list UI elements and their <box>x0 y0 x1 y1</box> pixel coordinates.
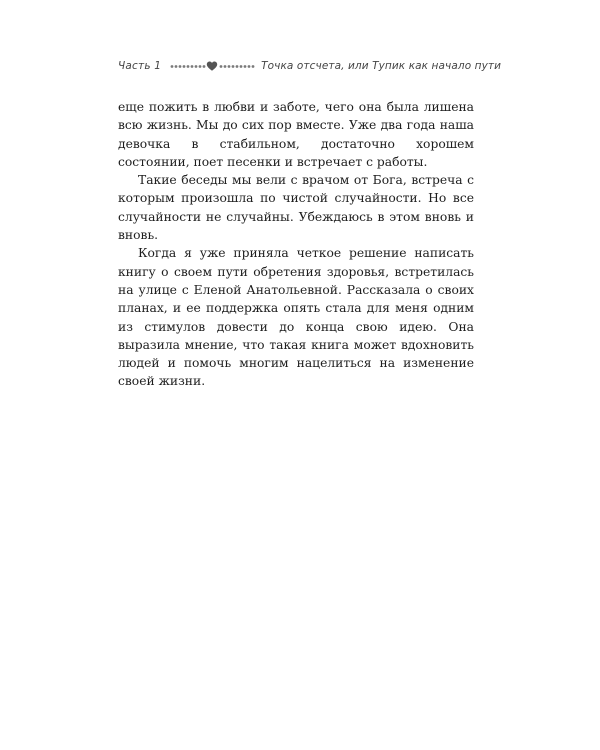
paragraph: еще пожить в любви и заботе, чего она была лишена всю жизнь. Мы до сих пор вместе. Уже два года наша девочка в стабильном, достаточно хорошем состоянии, поет песенки и встречает с работы. <box>118 100 474 169</box>
heart-vine-ornament-icon <box>169 60 255 72</box>
part-label: Часть 1 <box>118 60 162 72</box>
chapter-title: Точка отсчета, или Тупик как начало пути <box>261 60 502 72</box>
paragraph: Когда я уже приняла четкое решение написать книгу о своем пути обретения здоровья, встретилась на улице с Еленой Анатольевной. Рассказала о своих планах, и ее поддержка опять стала для меня одним из стимулов довести до конца свою идею. Она выразила мнение, что такая книга может вдохновить людей и помочь многим нацелиться на изменение своей жизни. <box>118 246 474 389</box>
running-header <box>118 57 502 75</box>
paragraph: Такие беседы мы вели с врачом от Бога, встреча с которым произошла по чистой случайности. Но все случайности не случайны. Убеждаюсь в этом вновь и вновь. <box>118 173 474 243</box>
body-text <box>118 98 474 391</box>
